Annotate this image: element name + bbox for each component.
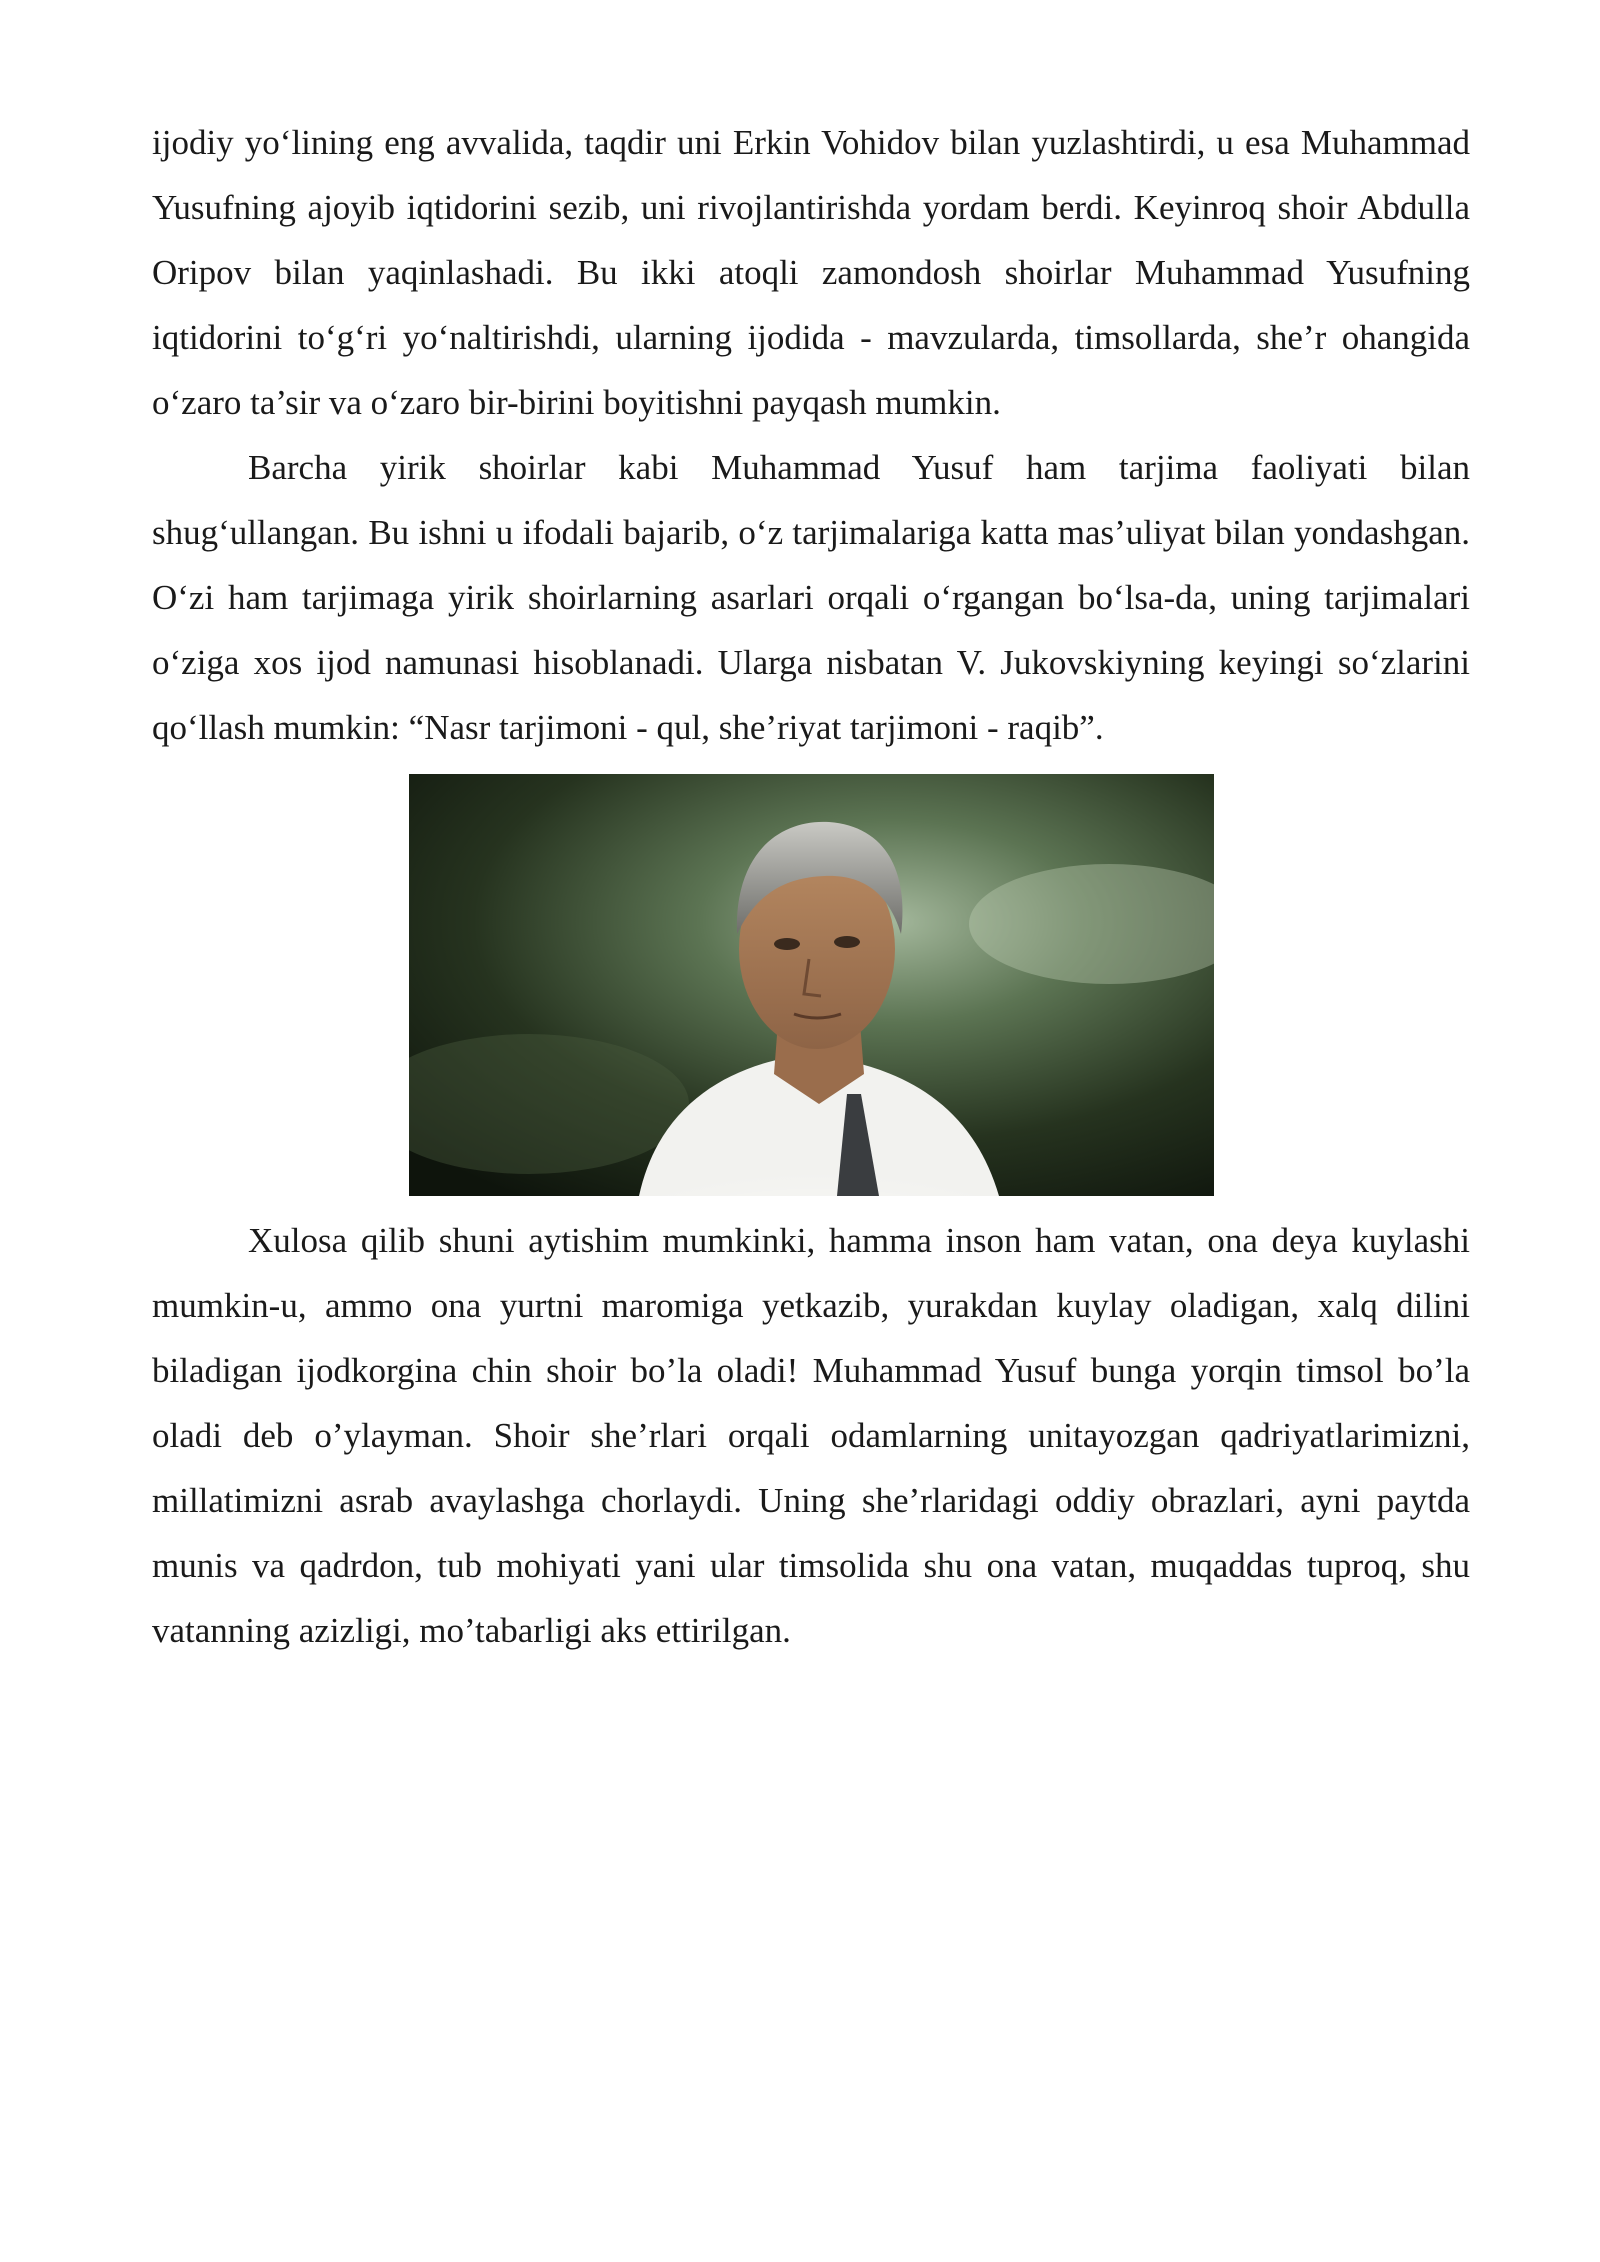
figure bbox=[152, 774, 1470, 1196]
portrait-image bbox=[409, 774, 1214, 1196]
paragraph-1: ijodiy yo‘lining eng avvalida, taqdir uni Erkin Vohidov bilan yuzlashtirdi, u esa Muhammad Yusufning ajoyib iqtidorini sezib, uni rivojlantirishda yordam berdi. Keyinroq shoir Abdulla Oripov bilan yaqinlashadi. Bu ikki atoqli zamondosh shoirlar Muhammad Yusufning iqtidorini to‘g‘ri yo‘naltirishdi, ularning ijodida - mavzularda, timsollarda, she’r ohangida o‘zaro ta’sir va o‘zaro bir-birini boyitishni payqash mumkin. bbox=[152, 123, 1470, 422]
paragraph-3: Xulosa qilib shuni aytishim mumkinki, hamma inson ham vatan, ona deya kuylashi mumkin-u, ammo ona yurtni maromiga yetkazib, yurakdan kuylay oladigan, xalq dilini biladigan ijodkorgina chin shoir bo’la oladi! Muhammad Yusuf bunga yorqin timsol bo’la oladi deb o’ylayman. Shoir she’rlari orqali odamlarning unitayozgan qadriyatlarimizni, millatimizni asrab avaylashga chorlaydi. Uning she’rlaridagi oddiy obrazlari, ayni paytda munis va qadrdon, tub mohiyati yani ular timsolida shu ona vatan, muqaddas tuproq, shu vatanning azizligi, mo’tabarligi aks ettirilgan. bbox=[152, 1221, 1470, 1650]
document-page bbox=[152, 110, 1470, 1663]
portrait-photo bbox=[409, 774, 1214, 1196]
paragraph-2: Barcha yirik shoirlar kabi Muhammad Yusuf ham tarjima faoliyati bilan shug‘ullangan. Bu ishni u ifodali bajarib, o‘z tarjimalariga katta mas’uliyat bilan yondashgan. O‘zi ham tarjimaga yirik shoirlarning asarlari orqali o‘rgangan bo‘lsa-da, uning tarjimalari o‘ziga xos ijod namunasi hisoblanadi. Ularga nisbatan V. Jukovskiyning keyingi so‘zlarini qo‘llash mumkin: “Nasr tarjimoni - qul, she’riyat tarjimoni - raqib”. bbox=[152, 448, 1470, 747]
